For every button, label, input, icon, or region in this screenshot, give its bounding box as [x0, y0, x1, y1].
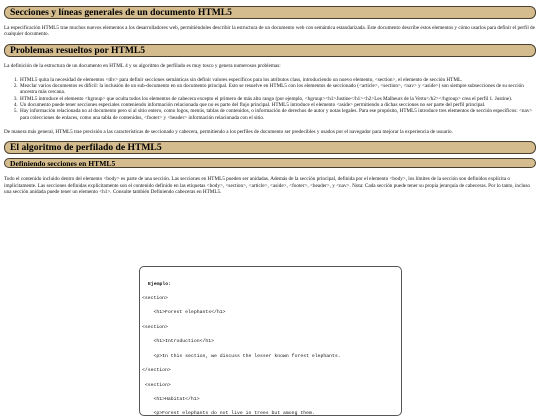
list-item: 3. HTML5 introduce el elemento <hgroup> que oculta todos los elementos de cabecera excepto el primero de más alto rango (por ejemplo, <hgroup><h1>Justine</h1><h2>Les Malheurs de la Vertu</h2></hgroup> crea el perfil 1. Justine). [19, 96, 536, 102]
problems-closing-paragraph: De manera más general, HTML5 trae precisión a las características de seccionado y cabecera, permitiendo a los perfiles de documento ser predecibles y usados por el navegador para mejorar la experiencia de usuario. [4, 128, 453, 135]
section-heading-outlines: Secciones y líneas generales de un documento HTML5 [4, 6, 536, 19]
list-item: 4. Un documento puede tener secciones especiales conteniendo información relacionada que no es parte del flujo principal. HTML5 introduce el elemento <aside> permitiendo a dichas secciones no ser parte del perfil principal. [19, 102, 536, 108]
code-example-title: Ejemplo: [148, 282, 172, 287]
subsection-heading-defining-sections: Definiendo secciones en HTML5 [4, 158, 536, 168]
code-line: <p>Forest elephants do not live in trees but among them. [142, 411, 315, 416]
code-line: <h1>Introduction</h1> [142, 339, 214, 344]
section-heading-problems: Problemas resueltos por HTML5 [4, 44, 536, 57]
intro-paragraph: La especificación HTML5 trae muchos nuevos elementos a los desarrolladores web, permitiéndoles describir la estructura de un documento web con semántica estandarizada. Este documento describe estos elementos y cómo usarlos para definir el perfil de cualquier documento. [4, 25, 535, 38]
problems-list [4, 77, 536, 121]
section-heading-algorithm: El algoritmo de perfilado de HTML5 [4, 141, 536, 154]
code-line: </section> [142, 368, 171, 373]
list-item: 5. Hay información relacionada no al documento pero sí al sitio entero, como logos, menús, tablas de contenidos, o información de derechos de autor y notas legales. Para ese propósito, HTML5 introduce tres elementos de sección específicos: <nav> para colecciones de enlaces, como una tabla de contenidos, <footer> y <header> información relacionada con el sitio. [19, 108, 536, 121]
defining-sections-paragraph: Todo el contenido incluido dentro del elemento <body> es parte de una sección. Las secciones en HTML5 pueden ser anidadas. Además de la sección principal, definida por el elemento <body>, los límites de la sección son definidos explícita o implícitamente. Las secciones definidas explícitamente son el contenido definido en las etiquetas <body>, <section>, <article>, <aside>, <footer>, <header>, y <nav>. Nota: Cada sección puede tener su propia jerarquía de cabeceras. Por lo tanto, incluso una sección anidada puede tener un elemento <h1>. Consulte también Definiendo cabeceras en HTML5. [4, 176, 530, 195]
list-item: 1. HTML5 quita la necesidad de elementos <div> para definir secciones semánticas sin definir valores específicos para los atributos class, introduciendo un nuevo elemento, <section>, el elemento de sección HTML. [19, 77, 536, 83]
code-line: <h1>Habitat</h1> [142, 397, 200, 402]
problems-intro-paragraph: La definición de la estructura de un documento en HTML 4 y su algoritmo de perfilado es muy tosco y genera numerosos problemas: [4, 62, 281, 69]
code-line: <section> [142, 296, 168, 301]
document-page [4, 6, 536, 195]
code-line: <p>In this section, we discuss the lesser known forest elephants. [142, 354, 341, 359]
code-line: <section> [142, 325, 168, 330]
code-example-box [139, 266, 402, 416]
list-item: 2. Mezclar varios documentos es difícil: la inclusión de un sub-documento en un documento principal. Esto se resuelve en HTML5 con los elementos de seccionado (<article>, <section>, <nav> y <aside>) son siempre subsecciones de su sección ancestra más cercana. [19, 83, 536, 96]
code-line: <section> [142, 383, 171, 388]
code-line: <h1>Forest elephants</h1> [142, 310, 226, 315]
